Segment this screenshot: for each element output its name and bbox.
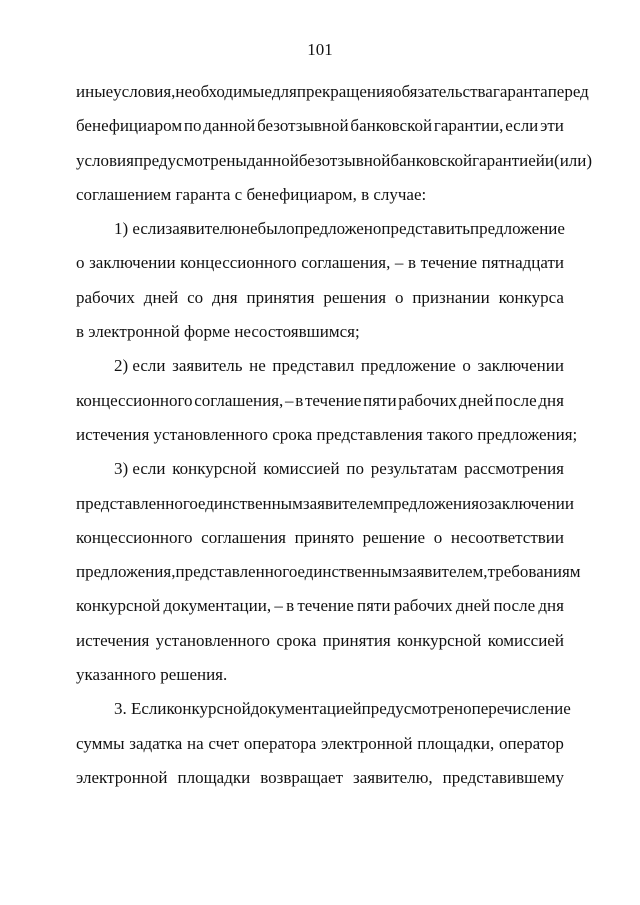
word: после — [495, 390, 537, 410]
word: дня — [212, 287, 238, 307]
text-line — [76, 761, 564, 795]
word: дня — [538, 390, 564, 410]
text-line — [76, 281, 564, 315]
word: принято — [294, 527, 354, 547]
word: несоответствии — [450, 527, 564, 547]
word: срока — [276, 630, 317, 650]
word: – — [274, 596, 283, 616]
word: соглашения — [201, 527, 286, 547]
word: суммы — [76, 733, 125, 753]
word: площадки, — [417, 733, 495, 753]
word: 3. Если — [114, 699, 167, 719]
word: результатам — [370, 459, 458, 479]
word: гаранта — [492, 82, 548, 101]
word: было — [257, 219, 295, 239]
word: предложение — [360, 356, 456, 376]
word: дней — [455, 596, 491, 616]
word: истечения — [76, 630, 150, 650]
word: в — [295, 390, 304, 410]
text-line — [76, 246, 564, 280]
word: иные — [76, 82, 114, 101]
word: концессионного — [76, 390, 193, 410]
word: рабочих — [398, 390, 458, 410]
word: конкурсной — [172, 459, 257, 479]
word: требованиям — [487, 562, 581, 582]
word: единственным — [197, 493, 303, 513]
paragraph-item-2 — [76, 349, 578, 452]
word: пяти — [357, 596, 391, 616]
word: возвращает — [260, 767, 344, 787]
word: о — [433, 527, 443, 547]
word: о — [76, 253, 85, 273]
word: о — [479, 493, 488, 513]
word: признании — [412, 287, 490, 307]
word: безотзывной — [257, 116, 349, 136]
word: представить — [381, 219, 471, 239]
text-line — [76, 384, 564, 418]
word: 2) если — [114, 356, 166, 376]
text-line — [76, 624, 564, 658]
word: документации, — [163, 596, 272, 616]
word: представленного — [175, 562, 298, 582]
word: площадки — [177, 767, 251, 787]
word: условия — [76, 150, 134, 170]
word: концессионного — [76, 527, 193, 547]
word: течение — [420, 253, 478, 273]
text-line — [76, 692, 571, 726]
word: дней — [143, 287, 179, 307]
word: предложения, — [76, 562, 176, 582]
word: конкурсной — [166, 699, 251, 719]
word: дней — [458, 390, 494, 410]
text-line: истечения установленного срока представления такого предложения; — [76, 424, 578, 444]
word: 3) если — [114, 459, 166, 479]
word: оператор — [498, 733, 564, 753]
word: электронной — [321, 733, 413, 753]
word: после — [493, 596, 536, 616]
word: по — [183, 116, 202, 136]
word: данной — [203, 116, 256, 136]
word: бенефициаром — [76, 116, 183, 136]
paragraph-item-1 — [76, 212, 564, 349]
word: в — [286, 596, 295, 616]
word: если — [505, 116, 539, 136]
word: принятия — [246, 287, 315, 307]
word: заявитель — [172, 356, 243, 376]
word: – — [285, 390, 294, 410]
word: документацией — [250, 699, 362, 719]
word: не — [249, 356, 266, 376]
text-line — [76, 144, 593, 178]
word: безотзывной — [298, 150, 391, 170]
text-line — [76, 555, 581, 589]
word: гарантией — [472, 150, 545, 170]
word: заявителем, — [402, 562, 488, 582]
word: со — [187, 287, 204, 307]
word: оператора — [243, 733, 317, 753]
text-line — [76, 589, 564, 623]
text-line — [76, 487, 575, 521]
word: о — [394, 287, 404, 307]
word: на — [186, 733, 204, 753]
word: счет — [208, 733, 240, 753]
word: представившему — [442, 767, 564, 787]
text-line — [76, 727, 564, 761]
text-line — [76, 452, 564, 486]
word: прекращения — [296, 82, 393, 101]
text-line — [76, 349, 564, 383]
document-body — [76, 75, 593, 795]
word: пятнадцати — [481, 253, 564, 273]
page-number: 101 — [307, 40, 333, 59]
word: перечисление — [471, 699, 571, 719]
word: заявителю, — [353, 767, 433, 787]
word: рассмотрения — [464, 459, 564, 479]
word: конкурсной — [76, 596, 161, 616]
word: принятия — [322, 630, 391, 650]
text-line: указанного решения. — [76, 665, 228, 685]
word: соглашения, — [194, 390, 284, 410]
word: рабочих — [393, 596, 453, 616]
word: в — [408, 253, 417, 273]
word: конкурсной — [397, 630, 482, 650]
word: предложение — [470, 219, 565, 239]
paragraph-intro — [76, 75, 593, 212]
word: эти — [540, 116, 564, 136]
word: (или) — [554, 150, 593, 170]
word: конкурса — [498, 287, 564, 307]
word: предложено — [294, 219, 382, 239]
word: установленного — [155, 630, 271, 650]
word: концессионного — [180, 253, 297, 273]
word: гарантии, — [433, 116, 504, 136]
word: пяти — [363, 390, 397, 410]
word: заключении — [487, 493, 575, 513]
paragraph-section-3 — [76, 692, 571, 795]
word: обязательства — [392, 82, 493, 101]
word: заявителю — [165, 219, 241, 239]
text-line — [76, 212, 564, 246]
word: заключении — [477, 356, 564, 376]
word: – — [394, 253, 404, 273]
word: условия, — [113, 82, 176, 101]
text-line: соглашением гаранта с бенефициаром, в случае: — [76, 184, 427, 204]
word: банковской — [350, 116, 433, 136]
word: по — [346, 459, 364, 479]
word: 1) если — [114, 219, 166, 239]
word: дня — [538, 596, 564, 616]
text-line: в электронной форме несостоявшимся; — [76, 322, 360, 342]
word: необходимые — [175, 82, 272, 101]
word: электронной — [76, 767, 168, 787]
word: решение — [362, 527, 426, 547]
text-line — [76, 109, 564, 143]
text-line — [76, 75, 589, 109]
word: представил — [272, 356, 355, 376]
word: перед — [547, 82, 589, 101]
word: задатка — [129, 733, 183, 753]
word: о — [462, 356, 471, 376]
word: соглашения, — [301, 253, 391, 273]
word: комиссией — [263, 459, 340, 479]
word: решения — [323, 287, 387, 307]
word: течение — [297, 596, 354, 616]
word: заявителем — [302, 493, 384, 513]
word: предусмотрено — [361, 699, 472, 719]
word: не — [240, 219, 258, 239]
word: рабочих — [76, 287, 135, 307]
word: банковской — [390, 150, 473, 170]
word: комиссией — [487, 630, 564, 650]
word: предложения — [383, 493, 480, 513]
word: течение — [305, 390, 362, 410]
word: и — [544, 150, 555, 170]
text-line — [76, 521, 564, 555]
word: предусмотрены — [133, 150, 247, 170]
word: представленного — [76, 493, 198, 513]
word: заключении — [89, 253, 176, 273]
word: для — [271, 82, 297, 101]
word: данной — [246, 150, 299, 170]
word: единственным — [297, 562, 403, 582]
paragraph-item-3 — [76, 452, 581, 692]
